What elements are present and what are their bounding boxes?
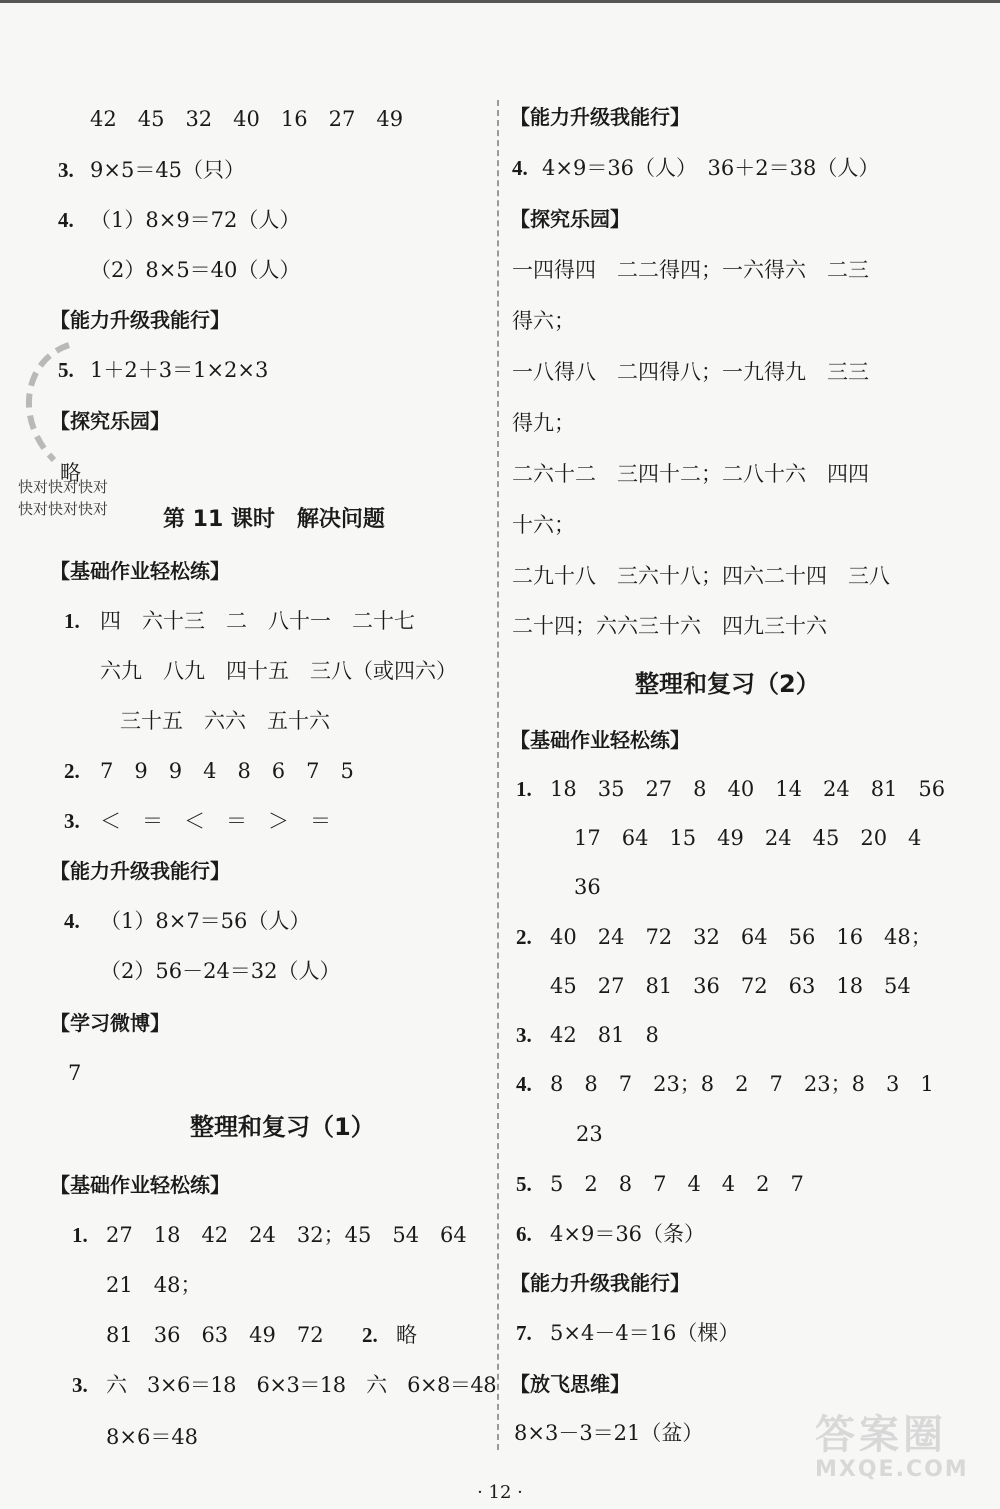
section-heading: 【能力升级我能行】 xyxy=(510,105,690,129)
answer-line: 40 24 72 32 64 56 16 48； xyxy=(550,925,932,949)
answer-line: ＜ ＝ ＜ ＝ ＞ ＝ xyxy=(100,809,331,833)
answer-line: （1）8×9＝72（人） xyxy=(90,208,301,232)
answer-line: 二六十二 三四十二；二八十六 四四 xyxy=(512,462,869,486)
answer-line: 17 64 15 49 24 45 20 4 xyxy=(574,826,922,850)
answer-line: 二十四；六六三十六 四九三十六 xyxy=(512,614,827,638)
answer-line: 4×9＝36（人） 36＋2＝38（人） xyxy=(542,156,880,180)
answer-line: 略 xyxy=(396,1323,417,1347)
question-number: 4. xyxy=(516,1072,532,1096)
section-heading: 【基础作业轻松练】 xyxy=(50,1173,230,1197)
section-heading: 【能力升级我能行】 xyxy=(50,859,230,883)
answer-line: 一八得八 二四得八；一九得九 三三 xyxy=(512,360,869,384)
answer-line: 十六； xyxy=(512,513,575,537)
answer-line: （2）8×5＝40（人） xyxy=(90,258,301,282)
question-number: 1. xyxy=(72,1223,88,1247)
question-number: 6. xyxy=(516,1222,532,1246)
corner-watermark xyxy=(815,1412,969,1482)
answer-line: 8 8 7 23；8 2 7 23；8 3 1 xyxy=(550,1072,934,1096)
section-heading: 【基础作业轻松练】 xyxy=(510,728,690,752)
question-number: 5. xyxy=(58,358,74,382)
section-heading: 【基础作业轻松练】 xyxy=(50,559,230,583)
question-number: 3. xyxy=(64,809,80,833)
answer-line: 23 xyxy=(576,1122,603,1146)
watermark-arc-icon xyxy=(14,340,84,470)
section-heading: 【学习微博】 xyxy=(50,1011,170,1035)
answer-line: 4×9＝36（条） xyxy=(550,1222,706,1246)
watermark-url: MXQE.COM xyxy=(815,1457,969,1482)
answer-line: 得六； xyxy=(512,309,575,333)
question-number: 4. xyxy=(512,156,528,180)
question-number: 4. xyxy=(64,909,80,933)
column-divider xyxy=(497,100,499,1450)
question-number: 2. xyxy=(64,759,80,783)
answer-line: 六 3×6＝18 6×3＝18 六 6×8＝48 xyxy=(106,1373,497,1397)
answer-line: 45 27 81 36 72 63 18 54 xyxy=(550,974,911,998)
lesson-title: 第 11 课时 解决问题 xyxy=(163,507,385,532)
answer-line: 四 六十三 二 八十一 二十七 xyxy=(100,609,415,633)
answer-line: 36 xyxy=(574,875,601,899)
question-number: 1. xyxy=(516,777,532,801)
section-heading: 【能力升级我能行】 xyxy=(510,1271,690,1295)
question-number: 2. xyxy=(516,925,532,949)
page-number: · 12 · xyxy=(477,1482,523,1503)
answer-line: 9×5＝45（只） xyxy=(90,158,246,182)
question-number: 2. xyxy=(362,1323,378,1347)
section-heading: 【放飞思维】 xyxy=(510,1372,630,1396)
answer-line: 8×3－3＝21（盆） xyxy=(514,1421,704,1445)
answer-line: 7 xyxy=(68,1061,82,1085)
question-number: 1. xyxy=(64,609,80,633)
answer-line: 1＋2＋3＝1×2×3 xyxy=(90,358,269,382)
answer-line: 7 9 9 4 8 6 7 5 xyxy=(100,759,354,783)
answer-line: 略 xyxy=(60,461,81,485)
section-heading: 【能力升级我能行】 xyxy=(50,308,230,332)
answer-line: 5 2 8 7 4 4 2 7 xyxy=(550,1172,804,1196)
answer-line: 8×6＝48 xyxy=(106,1425,199,1449)
question-number: 4. xyxy=(58,208,74,232)
watermark-side-text: 快对快对快对 快对快对快对 xyxy=(18,478,109,518)
top-border xyxy=(0,0,1000,3)
watermark-logo-text: 答案圈 xyxy=(815,1412,947,1458)
answer-line: 42 81 8 xyxy=(550,1023,659,1047)
answer-line: 得九； xyxy=(512,411,575,435)
answer-row: 42 45 32 40 16 27 49 xyxy=(90,107,404,131)
answer-line: 5×4－4＝16（棵） xyxy=(550,1321,740,1345)
question-number: 7. xyxy=(516,1321,532,1345)
answer-line: 二九十八 三六十八；四六二十四 三八 xyxy=(512,564,890,588)
answer-line: 一四得四 二二得四；一六得六 二三 xyxy=(512,258,869,282)
question-number: 3. xyxy=(516,1023,532,1047)
answer-line: 六九 八九 四十五 三八（或四六） xyxy=(100,659,457,683)
section-heading: 【探究乐园】 xyxy=(50,409,170,433)
answer-line: 21 48； xyxy=(106,1273,202,1297)
question-number: 5. xyxy=(516,1172,532,1196)
answer-line: （1）8×7＝56（人） xyxy=(100,909,311,933)
question-number: 3. xyxy=(72,1373,88,1397)
answer-line: 三十五 六六 五十六 xyxy=(120,709,330,733)
answer-line: 81 36 63 49 72 xyxy=(106,1323,324,1347)
section-title: 整理和复习（2） xyxy=(635,670,820,698)
question-number: 3. xyxy=(58,158,74,182)
answer-line: 18 35 27 8 40 14 24 81 56 xyxy=(550,777,946,801)
section-heading: 【探究乐园】 xyxy=(510,207,630,231)
answer-line: 27 18 42 24 32；45 54 64 xyxy=(106,1223,467,1247)
answer-line: （2）56－24＝32（人） xyxy=(100,959,341,983)
section-title: 整理和复习（1） xyxy=(190,1113,375,1141)
